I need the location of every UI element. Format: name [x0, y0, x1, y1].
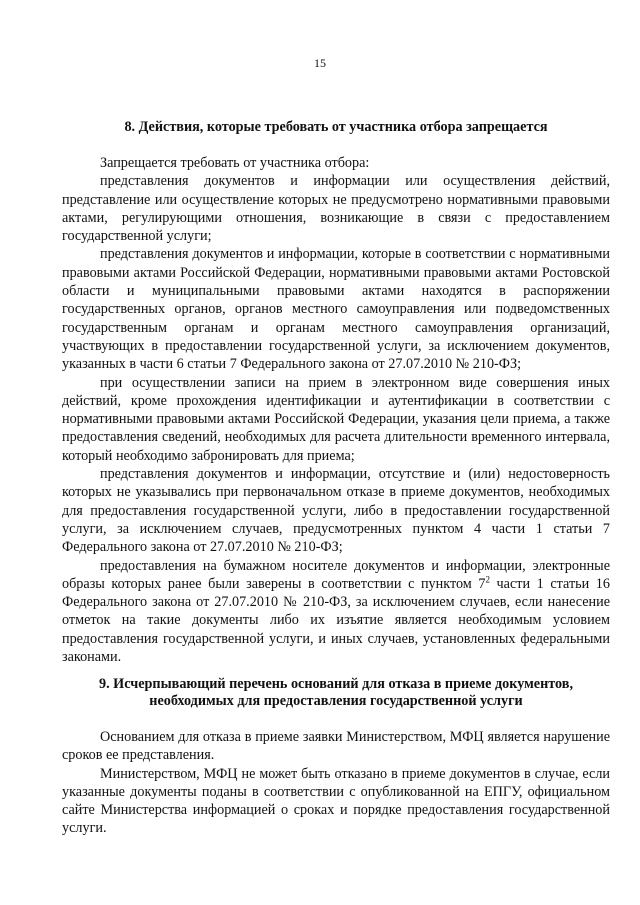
paragraph: Министерством, МФЦ не может быть отказано в приеме документов в случае, если указанные документы поданы в соответствии с опубликованной на ЕПГУ, официальном сайте Министерства информацией о сроках и порядке предоставления государственной услуги. — [62, 765, 610, 837]
section-9 — [62, 676, 610, 838]
page-number: 15 — [314, 56, 326, 70]
list-item — [62, 557, 610, 667]
list-item: представления документов и информации, которые в соответствии с нормативными правовыми актами Российской Федерации, нормативными правовыми актами Ростовской области и муниципальными правовыми актами находятся в распоряжении государственных органов, органов местного самоуправления или подведомственных государственным органам и органам местного самоуправления организаций, участвующих в предоставлении государственной услуги, за исключением документов, указанных в части 6 статьи 7 Федерального закона от 27.07.2010 № 210-ФЗ; — [62, 246, 610, 373]
section-8-intro: Запрещается требовать от участника отбора: — [100, 155, 370, 171]
paragraph: Основанием для отказа в приеме заявки Министерством, МФЦ является нарушение сроков ее представления. — [62, 729, 610, 764]
section-9-title — [62, 676, 610, 710]
superscript: 2 — [485, 574, 490, 585]
section-8-title: 8. Действия, которые требовать от участника отбора запрещается — [124, 119, 548, 135]
section-8 — [62, 119, 610, 666]
section-9-title-line-1: 9. Исчерпывающий перечень оснований для отказа в приеме документов, — [98, 676, 573, 692]
list-item: представления документов и информации или осуществления действий, представление или осуществление которых не предусмотрено нормативными правовыми актами, регулирующими отношения, возникающие в связи с предоставлением государственной услуги; — [62, 173, 610, 245]
list-item-text-after: части 1 статьи 16 Федерального закона от 27.07.2010 № 210-ФЗ, за исключением случаев, если нанесение отметок на такие документы либо их изъятие является необходимым условием предоставления государственной услуги, и иных случаев, установленных федеральными законами. — [62, 575, 610, 666]
list-item-text-before: предоставления на бумажном носителе документов и информации, электронные образы которых ранее были заверены в соответствии с пунктом 7 — [62, 557, 610, 592]
list-item: при осуществлении записи на прием в электронном виде совершения иных действий, кроме прохождения идентификации и аутентификации в соответствии с нормативными правовыми актами Российской Федерации, указания цели приема, а также предоставления сведений, необходимых для расчета длительности временного интервала, который необходимо забронировать для приема; — [62, 374, 610, 464]
section-9-title-line-2: необходимых для предоставления государственной услуги — [149, 693, 523, 709]
list-item: представления документов и информации, отсутствие и (или) недостоверность которых не указывались при первоначальном отказе в приеме документов, необходимых для предоставления государственной услуги, либо в предоставлении государственной услуги, за исключением случаев, предусмотренных пунктом 4 части 1 статьи 7 Федерального закона от 27.07.2010 № 210-ФЗ; — [62, 466, 610, 556]
